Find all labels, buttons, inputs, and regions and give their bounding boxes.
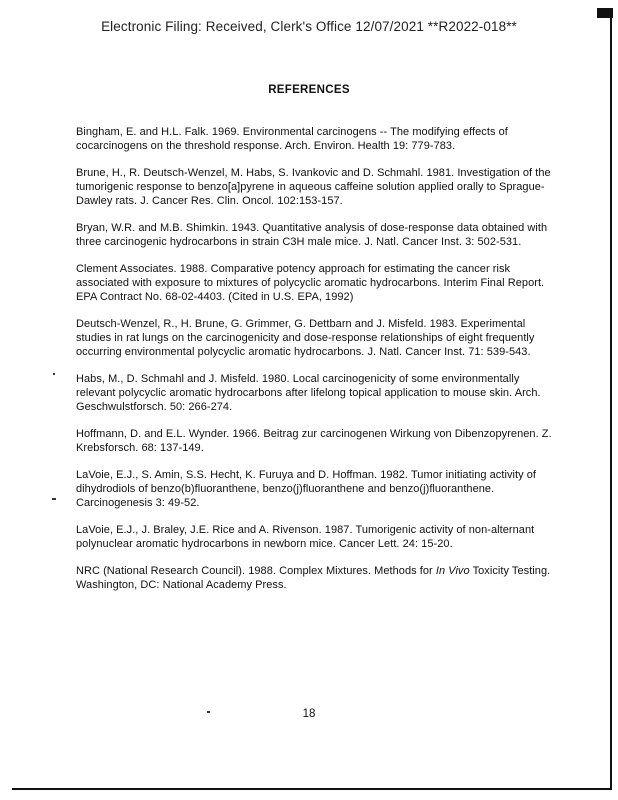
filing-header: Electronic Filing: Received, Clerk's Office 12/07/2021 **R2022-018** [101,19,517,34]
scan-speck [207,711,210,713]
page-corner-mark [597,8,613,18]
reference-entry: Habs, M., D. Schmahl and J. Misfeld. 1980. Local carcinogenicity of some environmentally relevant polycyclic aromatic hydrocarbons after lifelong topical application to mouse skin. Arch. Geschwulstforsch. 50: 266-274. [76,373,541,413]
reference-entry: Clement Associates. 1988. Comparative potency approach for estimating the cancer risk associated with exposure to mixtures of polycyclic aromatic hydrocarbons. Interim Final Report. EPA Contract No. 68-02-4403. (Cited in U.S. EPA, 1992) [76,263,545,303]
reference-entry: Hoffmann, D. and E.L. Wynder. 1966. Beitrag zur carcinogenen Wirkung von Dibenzopyrenen. Z. Krebsforsch. 68: 137-149. [76,428,552,454]
reference-entry: Deutsch-Wenzel, R., H. Brune, G. Grimmer, G. Dettbarn and J. Misfeld. 1983. Experimental studies in rat lungs on the carcinogenicity and dose-response relationships of eight frequently occurring environmental polycyclic aromatic hydrocarbons. J. Natl. Cancer Inst. 71: 539-543. [76,318,535,358]
nrc-text-italic: In Vivo [435,565,470,577]
scan-speck [53,373,55,375]
scan-speck [52,498,56,500]
reference-entry: Bryan, W.R. and M.B. Shimkin. 1943. Quantitative analysis of dose-response data obtained with three carcinogenic hydrocarbons in strain C3H male mice. J. Natl. Cancer Inst. 3: 502-531. [76,222,548,248]
reference-entry: Brune, H., R. Deutsch-Wenzel, M. Habs, S. Ivankovic and D. Schmahl. 1981. Investigation of the tumorigenic response to benzo[a]pyrene in aqueous caffeine solution applied orally to Sprague-Dawley rats. J. Cancer Res. Clin. Oncol. 102:153-157. [76,167,551,207]
reference-list [76,125,560,605]
reference-entry: LaVoie, E.J., J. Braley, J.E. Rice and A. Rivenson. 1987. Tumorigenic activity of non-alternant polynuclear aromatic hydrocarbons in newborn mice. Cancer Lett. 24: 15-20. [76,524,535,550]
reference-entry: Bingham, E. and H.L. Falk. 1969. Environmental carcinogens -- The modifying effects of cocarcinogens on the threshold response. Arch. Environ. Health 19: 779-783. [76,126,508,152]
reference-entry-nrc [76,564,560,592]
reference-entry: LaVoie, E.J., S. Amin, S.S. Hecht, K. Furuya and D. Hoffman. 1982. Tumor initiating activity of dihydrodiols of benzo(b)fluoranthene, benzo(j)fluoranthene and benzo(j)fluoranthene. Carcinogenesis 3: 49-52. [76,469,537,509]
nrc-text-before: NRC (National Research Council). 1988. Complex Mixtures. Methods for [76,565,436,577]
nrc-text-after: Toxicity Testing. Washington, DC: National Academy Press. [76,565,551,591]
page-number: 18 [302,708,316,720]
page-title: REFERENCES [268,84,350,96]
